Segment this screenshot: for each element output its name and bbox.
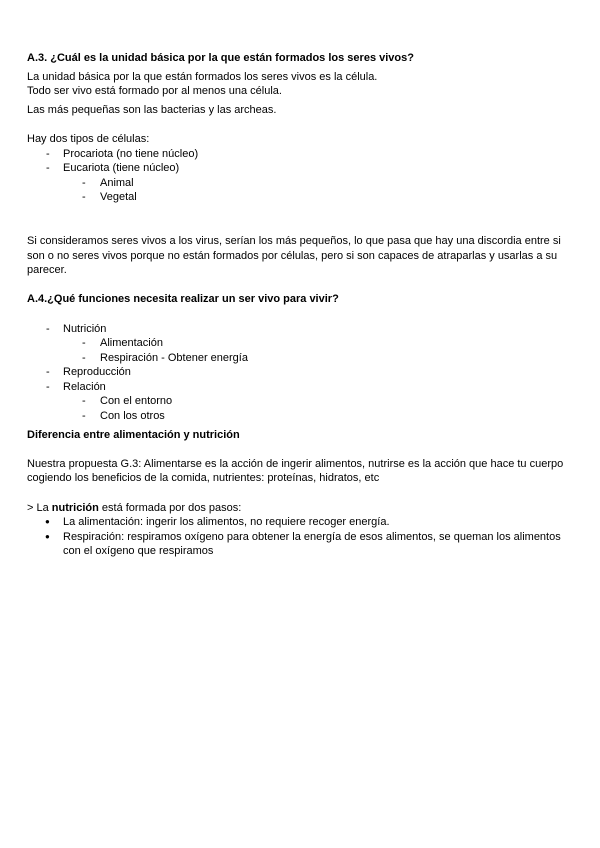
list-item: - Alimentación	[27, 336, 575, 351]
document-content	[27, 51, 575, 559]
list-item: - Animal	[27, 176, 575, 191]
a3-paragraph-3: Las más pequeñas son las bacterias y las archeas.	[27, 103, 277, 116]
cell-types-intro: Hay dos tipos de células:	[27, 132, 150, 145]
section-a4-heading: A.4.¿Qué funciones necesita realizar un ser vivo para vivir?	[27, 293, 339, 306]
nutrition-steps-list	[27, 515, 575, 559]
section-difference-heading: Diferencia entre alimentación y nutrición	[27, 428, 240, 441]
a3-paragraph-1: La unidad básica por la que están formados los seres vivos es la célula.	[27, 70, 378, 83]
list-item: - Con el entorno	[27, 394, 575, 409]
list-item: - Vegetal	[27, 190, 575, 205]
list-item: ● Respiración: respiramos oxígeno para obtener la energía de esos alimentos, se queman los alimentos con el oxígeno que respiramos	[27, 530, 575, 559]
list-item: - Reproducción	[27, 365, 575, 380]
list-item: - Con los otros	[27, 409, 575, 424]
cell-types-list	[27, 147, 575, 205]
list-item: - Eucariota (tiene núcleo)	[27, 161, 575, 176]
nutrition-intro	[27, 501, 575, 516]
nutrition-prefix: > La	[27, 501, 52, 514]
a3-paragraph-2: Todo ser vivo está formado por al menos una célula.	[27, 85, 282, 98]
list-item: - Relación	[27, 380, 575, 395]
nutrition-suffix: está formada por dos pasos:	[98, 501, 242, 514]
proposal-paragraph: Nuestra propuesta G.3: Alimentarse es la acción de ingerir alimentos, nutrirse es la acción que hace tu cuerpo cogiendo los beneficios de la comida, nutrientes: proteínas, hidratos, etc	[27, 457, 564, 485]
functions-list	[27, 322, 575, 424]
virus-paragraph: Si consideramos seres vivos a los virus, serían los más pequeños, lo que pasa que hay una discordia entre si son o no seres vivos porque no están formados por células, pero si son capaces de atraparlas y usarlas a su parecer.	[27, 234, 561, 277]
list-item: - Respiración - Obtener energía	[27, 351, 575, 366]
list-item: - Nutrición	[27, 322, 575, 337]
list-item: - Procariota (no tiene núcleo)	[27, 147, 575, 162]
list-item: ● La alimentación: ingerir los alimentos, no requiere recoger energía.	[27, 515, 575, 530]
section-a3-heading: A.3. ¿Cuál es la unidad básica por la que están formados los seres vivos?	[27, 52, 414, 64]
nutrition-bold-word: nutrición	[51, 501, 99, 514]
